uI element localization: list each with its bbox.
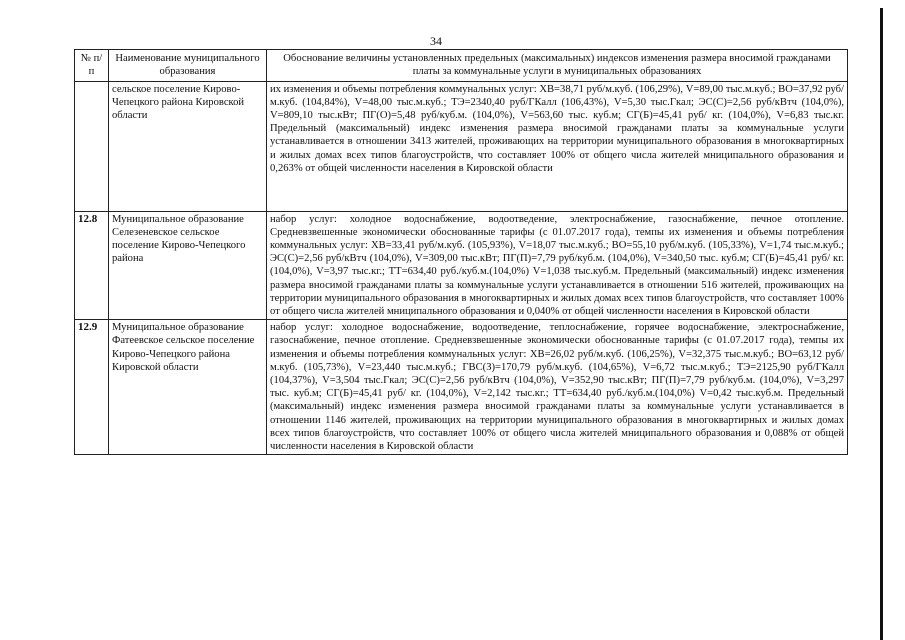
row-municipality: Муниципальное образование Селезеневское сельское поселение Кирово-Чепецкого района — [109, 211, 267, 320]
table-row — [75, 81, 848, 211]
row-number — [75, 81, 109, 211]
tariff-table — [74, 49, 848, 455]
row-justification: их изменения и объемы потребления коммунальных услуг: ХВ=38,71 руб/м.куб. (106,29%), V=89,00 тыс.м.куб.; ВО=37,92 руб/м.куб. (104,84%), V=48,00 тыс.м.куб.; ТЭ=2340,40 руб/ГКалл (106,43%), V=5,30 тыс.Гкал; ЭС(С)=2,56 руб/кВтч (104,0%), V=809,10 тыс.кВт; ПГ(О)=5,48 руб/куб.м. (104,0%), V=563,60 тыс. куб.м; СГ(Б)=45,41 руб/ кг. (104,0%), V=6,83 тыс.кг. Предельный (максимальный) индекс изменения размера вносимой гражданами платы за коммунальные услуги устанавливается в отношении 3413 жителей, проживающих на территории муниципального образования в многоквартирных и жилых домах всех типов благоустройств, что составляет 100% от общего числа жителей мниципального образования и 0,263% от общей численности населения в Кировской области — [267, 81, 848, 211]
row-justification: набор услуг: холодное водоснабжение, водоотведение, теплоснабжение, горячее водоснабжение, электроснабжение, газоснабжение, печное отопление. Средневзвешенные экономически обоснованные тарифы (с 01.07.2017 года), темпы их изменения и объемы потребления коммунальных услуг: ХВ=26,02 руб/м.куб. (106,25%), V=32,375 тыс.м.куб.; ВО=63,12 руб/м.куб. (105,73%), V=23,440 тыс.м.куб.; ГВС(З)=170,79 руб/м.куб. (104,65%), V=6,72 тыс.м.куб.; ТЭ=2125,90 руб/ГКалл (104,37%), V=3,504 тыс.Гкал; ЭС(С)=2,56 руб/кВтч (104,0%), V=352,90 тыс.кВт; ПГ(П)=7,79 руб/куб.м. (104,0%), V=3,297 тыс. куб.м; СГ(Б)=45,41 руб/ кг. (104,0%), V=2,142 тыс.кг.; ТТ=634,40 руб./куб.м.(104,0%) V=0,42 тыс.куб.м. Предельный (максимальный) индекс изменения размера вносимой гражданами платы за коммунальные услуги устанавливается в отношении 1146 жителей, проживающих на территории муниципального образования в многоквартирных и жилых домах всех типов благоустройств, что составляет 100% от общего числа жителей мниципального образования и 0,088% от общей численности населения в Кировской области — [267, 320, 848, 455]
row-municipality: Муниципальное образование Фатеевское сельское поселение Кирово-Чепецкого района Кировской области — [109, 320, 267, 455]
page-number: 34 — [430, 34, 442, 48]
header-number: № п/п — [75, 50, 109, 82]
row-justification: набор услуг: холодное водоснабжение, водоотведение, электроснабжение, газоснабжение, печное отопление. Средневзвешенные экономически обоснованные тарифы (с 01.07.2017 года), темпы их изменения и объемы потребления коммунальных услуг: ХВ=33,41 руб/м.куб. (105,93%), V=18,07 тыс.м.куб.; ВО=55,10 руб/м.куб. (105,33%), V=1,74 тыс.м.куб.; ЭС(С)=2,56 руб/кВтч (104,0%), V=309,00 тыс.кВт; ПГ(П)=7,79 руб/куб.м. (104,0%), V=340,50 тыс. куб.м; СГ(Б)=45,41 руб/ кг. (104,0%), V=3,97 тыс.кг.; ТТ=634,40 руб./куб.м.(104,0%) V=1,038 тыс.куб.м. Предельный (максимальный) индекс изменения размера вносимой гражданами платы за коммунальные услуги устанавливается в отношении 516 жителей, проживающих на территории муниципального образования в многоквартирных и жилых домах всех типов благоустройств, что составляет 100% от общего числа жителей мниципального образования и 0,040% от общей численности населения в Кировской области — [267, 211, 848, 320]
scan-edge-bar — [880, 8, 883, 640]
header-justification: Обоснование величины установленных предельных (максимальных) индексов изменения размера вносимой гражданами платы за коммунальные услуги в муниципальных образованиях — [267, 50, 848, 82]
table-row — [75, 320, 848, 455]
row-number: 12.9 — [75, 320, 109, 455]
header-municipality: Наименование муниципального образования — [109, 50, 267, 82]
row-number: 12.8 — [75, 211, 109, 320]
table-header-row — [75, 50, 848, 82]
row-municipality: сельское поселение Кирово-Чепецкого района Кировской области — [109, 81, 267, 211]
table-row — [75, 211, 848, 320]
